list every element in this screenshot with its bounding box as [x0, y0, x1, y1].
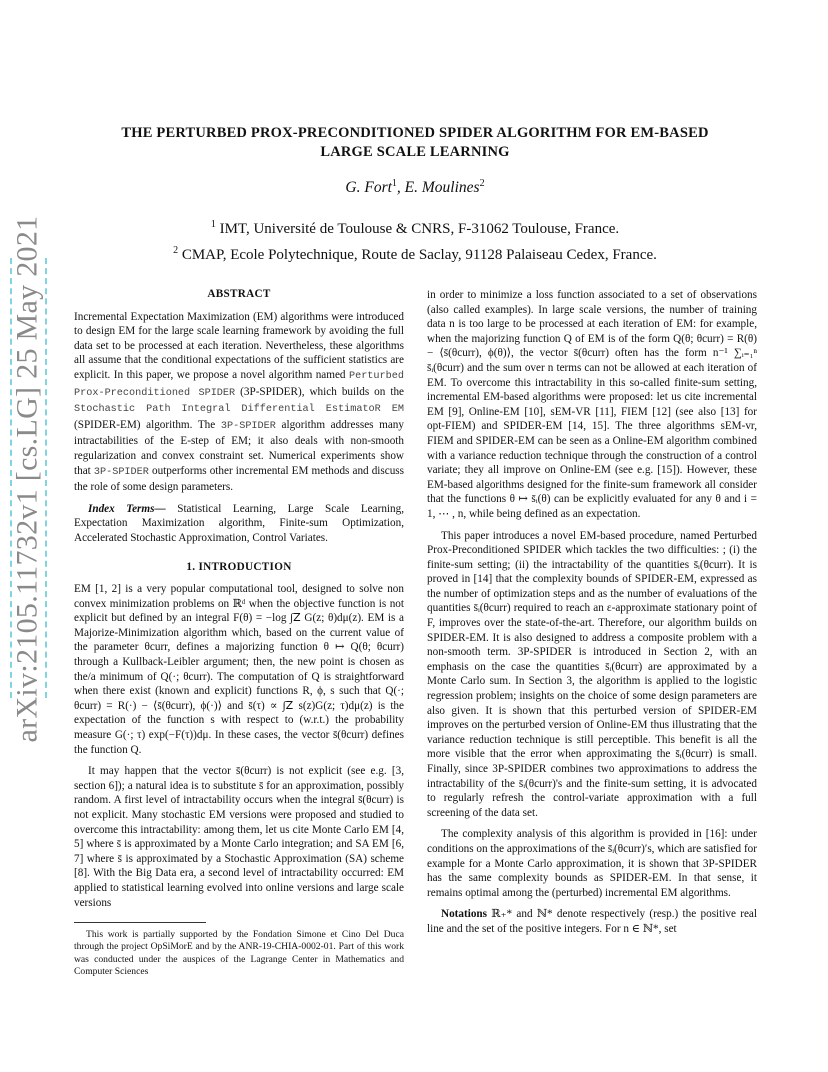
index-terms-label: Index Terms— [88, 502, 166, 515]
arxiv-sidebar [2, 215, 52, 743]
affiliations: $^1$ IMT, Université de Toulouse & CNRS, F-31062 Toulouse, France. $^2$ CMAP, Ecole Polytechnique, Route de Saclay, 91128 Palaiseau Cedex, France. [173, 219, 657, 263]
arxiv-id: arXiv:2105.11732v1 [cs.LG] 25 May 2021 [10, 215, 44, 743]
algo-name-spider-em: Stochastic Path Integral Differential EstimatoR EM [74, 404, 404, 416]
affiliation-1: IMT, Université de Toulouse & CNRS, F-31062 Toulouse, France. [219, 221, 620, 237]
intro-paragraph-1: EM [1, 2] is a very popular computational tool, designed to solve non convex minimization problems on ℝᵈ when the objective function is not explicit but defined by an integral F(θ) = −log ∫𝖹 G(z; θ)dμ(z). EM is a Majorize-Minimization algorithm which, based on the current value of the parameter θcurr, defines a majorizing function θ ↦ Q(θ; θcurr) through a Kullback-Leibler argument; then, the new point is chosen as the/a minimum of Q(·; θcurr). The computation of Q is straightforward when there exist (known and explicit) functions R, ϕ, s such that Q(·; θcurr) = R(·) − ⟨s̄(θcurr), ϕ(·)⟩ and s̄(τ) ∝ ∫𝖹 s(z)G(z; τ)dμ(z) is the expectation of the function s with respect to (w.r.t.) the probability measure G(·; τ) exp(−F(τ))dμ. In these cases, the vector s̄(θcurr) defines the function Q. [74, 583, 404, 756]
index-terms: Index Terms— Statistical Learning, Large Scale Learning, Expectation Maximization algorithm, Finite-sum Optimization, Accelerated Stochastic Approximation, Control Variates. [74, 502, 405, 544]
footnote: This work is partially supported by the Fondation Simone et Cino Del Duca through the project OpSiMorE and by the ANR-19-CHIA-0002-01. Part of this work was conducted under the auspices of the Lagrange Center in Mathematics and Computer Sciences [74, 929, 404, 977]
footnote-rule [74, 922, 206, 923]
author-1: G. Fort [345, 179, 392, 197]
right-paragraph-1: in order to minimize a loss function associated to a set of observations (also called examples). In large scale versions, the number of training data n is too large to be processed at each iteration of EM: for example, when the majorizing function Q of EM is of the form Q(θ; θcurr) = R(θ) − ⟨s̄(θcurr), ϕ(θ)⟩, the vector s̄(θcurr) often has the form n⁻¹ ∑ᵢ₌₁ⁿ s̄ᵢ(θcurr) and the sum over n terms can not be allowed at each iteration of EM. To overcome this intractability in this so-called finite-sum setting, incremental EM-based algorithms were proposed: let us cite incremental EM [9], Online-EM [10], sEM-VR [11], FIEM [12] (see also [13] for opt-FIEM) and SPIDER-EM [14, 15]. The three algorithms sEM-vr, FIEM and SPIDER-EM can be seen as a Online-EM algorithm combined with a variance reduction technique through the construction of a control variate; they all improve on Online-EM (see e.g. [15]). However, these EM-based algorithms designed for the finite-sum framework all consider that the functions θ ↦ s̄ᵢ(θ) can be explicitly evaluated for any θ and i = 1, ⋯ , n, while being defined as an expectation. [427, 289, 757, 520]
paper-title [70, 124, 760, 162]
introduction-heading: 1. INTRODUCTION [186, 560, 292, 573]
intro-paragraph-2: It may happen that the vector s̄(θcurr) is not explicit (see e.g. [3, section 6]); a natural idea is to substitute s̄ for an approximation, possibly random. A first level of intractability occurs when the integral s̄(θcurr) is not explicit. Many stochastic EM versions were proposed and studied to overcome this intractability: among them, let us cite Monte Carlo EM [4, 5] where s̄ is approximated by a Monte Carlo integration; and SA EM [6, 7] where s̄ is approximated by a Stochastic Approximation (SA) scheme [8]. With the Big Data era, a second level of intractability occurred: EM applied to statistical learning evolved into online versions and large scale versions [74, 765, 404, 909]
affiliation-2: CMAP, Ecole Polytechnique, Route de Saclay, 91128 Palaiseau Cedex, France. [181, 247, 657, 263]
notations-paragraph: Notations ℝ₊* and ℕ* denote respectively (resp.) the positive real line and the set of the positive integers. For n ∈ ℕ*, set [427, 908, 757, 935]
notations-label: Notations [441, 908, 487, 921]
right-paragraph-3: The complexity analysis of this algorithm is provided in [16]: under conditions on the approximations of the s̄ᵢ(θcurr)′s, which are satisfied for example for a Monte Carlo approximation, it is shown that 3P-SPIDER has the same complexity bounds as SPIDER-EM. In that sense, it remains optimal among the (perturbed) incremental EM algorithms. [427, 828, 757, 899]
left-column [74, 287, 404, 978]
title-line-1: THE PERTURBED PROX-PRECONDITIONED SPIDER ALGORITHM FOR EM-BASED [121, 125, 709, 141]
authors: G. Fort$^1$, E. Moulines$^2$ [345, 178, 485, 197]
title-line-2: LARGE SCALE LEARNING [320, 144, 510, 160]
author-2: E. Moulines [404, 179, 480, 197]
abstract-text: Incremental Expectation Maximization (EM) algorithms were introduced to design EM for the large scale learning framework by avoiding the full data set to be processed at each iteration. Nevertheless, these algorithms all assume that the conditional expectations of the sufficient statistics are explicit. In this paper, we propose a novel algorithm named Perturbed Prox-Preconditioned SPIDER (3P-SPIDER), which builds on the Stochastic Path Integral Differential EstimatoR EM (SPIDER-EM) algorithm. The 3P-SPIDER algorithm addresses many intractabilities of the E-step of EM; it also deals with non-smooth regularization and convex constraint set. Numerical experiments show that 3P-SPIDER outperforms other incremental EM methods and discuss the role of some design parameters. [74, 310, 405, 494]
right-paragraph-2: This paper introduces a novel EM-based procedure, named Perturbed Prox-Preconditioned SPIDER which tackles the two difficulties: ; (i) the finite-sum setting; (ii) the intractability of the quantities s̄ᵢ(θcurr). It is proved in [14] that the complexity bounds of SPIDER-EM, expressed as the number of optimization steps and as the number of evaluations of the quantities s̄ᵢ(θcurr) required to reach an ε-approximate stationary point of F, improves over the state-of-the-art. Therefore, our algorithm builds on SPIDER-EM. It is also designed to address a composite problem with a non-smooth term. 3P-SPIDER is introduced in Section 2, with an emphasis on the case the quantities s̄ᵢ(θcurr) are approximated by a Monte Carlo sum. In Section 3, the algorithm is applied to the logistic regression problem; insights on the choice of some design parameters are also given. It is shown that this perturbed version of SPIDER-EM improves on the perturbed version of Online-EM thus illustrating that the variance reduction technique is still perceptible. This benefit is all the more visible that the error when approximating the s̄ᵢ(θcurr) is small. Finally, since 3P-SPIDER combines two approximations to address the intractability of the s̄ᵢ(θcurr)'s and the finite-sum setting, it is advocated to regularly refresh the control-variate approximation with a full screening of the data set. [427, 529, 757, 819]
algo-name-3p-spider: Perturbed Prox-Preconditioned SPIDER [74, 370, 404, 399]
right-column [427, 288, 757, 937]
abstract-heading: ABSTRACT [207, 288, 271, 300]
